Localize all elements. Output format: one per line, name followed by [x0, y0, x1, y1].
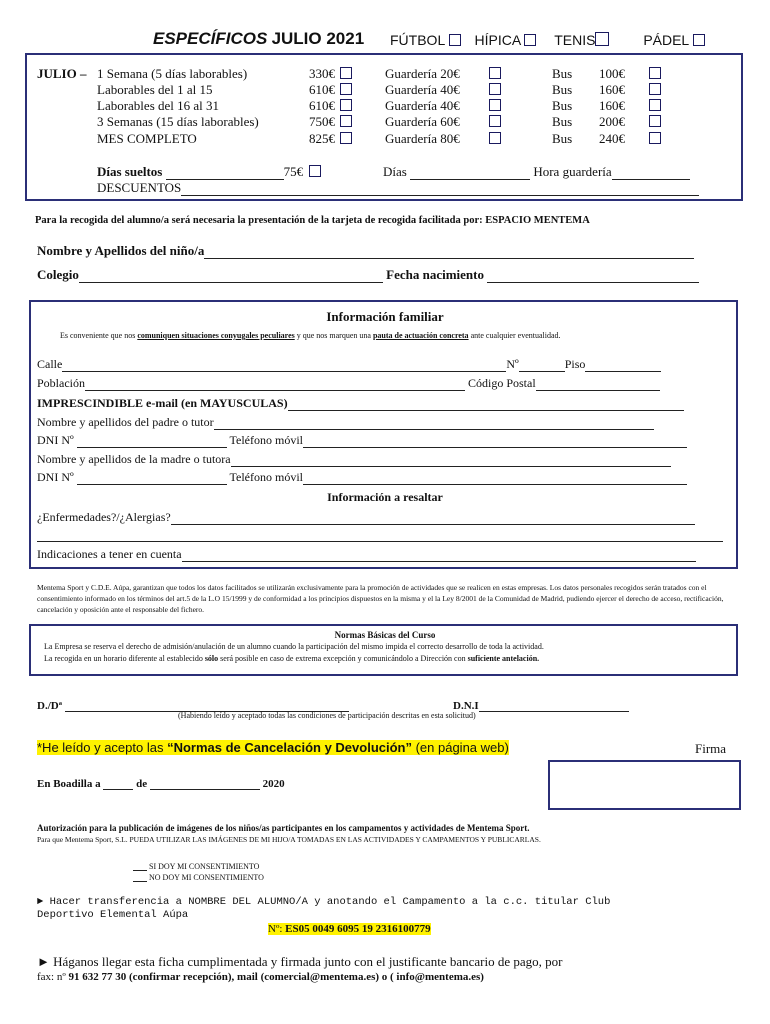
- madre-dni-input[interactable]: [77, 473, 227, 485]
- pricing-row-checkbox[interactable]: [340, 114, 352, 130]
- padre-row: [37, 415, 654, 430]
- calle-input[interactable]: [62, 360, 506, 372]
- send-line-1: ► Háganos llegar esta ficha cumplimentada y firmada junto con el justificante bancario de pago, por: [37, 954, 563, 969]
- guarderia-checkbox[interactable]: [489, 131, 501, 147]
- hora-guarderia-label: Hora guardería: [533, 164, 612, 179]
- indicaciones-input[interactable]: [182, 550, 696, 562]
- read-accept: [37, 740, 509, 755]
- sport-tenis-label: TENIS: [554, 32, 596, 48]
- padre-movil-input[interactable]: [303, 436, 687, 448]
- padre-movil-label: Teléfono móvil: [229, 433, 303, 447]
- rules-line2-bold-2: suficiente antelación.: [467, 654, 540, 663]
- de-label: de: [136, 778, 148, 790]
- bus-checkbox[interactable]: [649, 114, 661, 130]
- family-note: [60, 331, 561, 340]
- madre-input[interactable]: [231, 455, 671, 467]
- padre-dni-row: [37, 433, 687, 448]
- rules-line2-bold-1: sólo: [204, 654, 219, 663]
- dias-row: [383, 164, 690, 180]
- account-label: Nº:: [268, 923, 286, 935]
- place-date-row: [37, 778, 285, 790]
- padre-dni-input[interactable]: [77, 436, 227, 448]
- school-label: Colegio: [37, 267, 79, 282]
- dias-sueltos-checkbox[interactable]: [309, 165, 321, 177]
- cp-input[interactable]: [536, 379, 660, 391]
- descuentos-input[interactable]: [181, 184, 699, 196]
- email-input[interactable]: [288, 399, 684, 411]
- read-accept-bold: “Normas de Cancelación y Devolución”: [167, 740, 412, 755]
- guarderia-label: Guardería 40€: [385, 82, 460, 97]
- transfer-line-1: ► Hacer transferencia a NOMBRE DEL ALUMNO/A y anotando el Campamento a la c.c. titular Club: [37, 896, 611, 908]
- guarderia-label: Guardería 80€: [385, 131, 460, 146]
- bus-checkbox[interactable]: [649, 131, 661, 147]
- rules-line2-text: La recogida en un horario diferente al establecido: [44, 654, 205, 663]
- sport-hipica-checkbox[interactable]: [524, 34, 536, 46]
- signature-box[interactable]: [548, 760, 741, 810]
- sport-padel-checkbox[interactable]: [693, 34, 705, 46]
- month-label: JULIO –: [37, 66, 87, 81]
- guarderia-label: Guardería 20€: [385, 66, 460, 81]
- poblacion-input[interactable]: [85, 379, 465, 391]
- fax-label: fax: nº: [37, 971, 69, 983]
- title-italic: ESPECÍFICOS: [153, 29, 268, 48]
- padre-input[interactable]: [214, 418, 654, 430]
- numero-label: Nº: [506, 357, 519, 371]
- indicaciones-label: Indicaciones a tener en cuenta: [37, 547, 182, 561]
- page-title: [153, 29, 364, 49]
- cp-label: Código Postal: [468, 376, 536, 390]
- consent-yes-row: [133, 862, 259, 871]
- consent-no-row: [133, 873, 264, 882]
- dias-input[interactable]: [410, 168, 530, 180]
- bus-label: Bus: [552, 114, 573, 129]
- bus-checkbox[interactable]: [649, 66, 661, 82]
- consent-no-label: NO DOY MI CONSENTIMIENTO: [149, 873, 264, 882]
- rules-line2-text-2: será posible en caso de extrema excepción y comunicándolo a Dirección con: [218, 654, 468, 663]
- day-input[interactable]: [103, 778, 133, 790]
- consent-yes-input[interactable]: [133, 862, 147, 871]
- family-title: Información familiar: [326, 309, 444, 324]
- sport-options: [390, 32, 705, 48]
- guarderia-checkbox[interactable]: [489, 82, 501, 98]
- bus-price: 160€: [599, 82, 625, 97]
- bus-label: Bus: [552, 131, 573, 146]
- read-accept-text: *He leído y acepto las: [37, 740, 168, 755]
- sport-hipica-label: HÍPICA: [474, 32, 521, 48]
- email-label: IMPRESCINDIBLE e-mail (en MAYUSCULAS): [37, 396, 288, 410]
- enfermedades-input[interactable]: [171, 513, 695, 525]
- sport-futbol-checkbox[interactable]: [449, 34, 461, 46]
- month-input[interactable]: [150, 778, 260, 790]
- bus-checkbox[interactable]: [649, 98, 661, 114]
- child-name-label: Nombre y Apellidos del niño/a: [37, 243, 205, 258]
- place-label: En Boadilla a: [37, 778, 101, 790]
- pricing-row-price: 610€: [309, 98, 335, 113]
- madre-movil-input[interactable]: [303, 473, 687, 485]
- piso-input[interactable]: [585, 360, 661, 372]
- madre-movil-label: Teléfono móvil: [229, 470, 303, 484]
- pricing-row-label: Laborables del 16 al 31: [97, 98, 220, 113]
- pricing-row-label: 3 Semanas (15 días laborables): [97, 114, 259, 129]
- guarderia-checkbox[interactable]: [489, 98, 501, 114]
- fax-contact: 91 632 77 30 (confirmar recepción), mail (comercial@mentema.es) o ( info@mentema.es): [68, 971, 484, 983]
- account-number: ES05 0049 6095 19 2316100779: [285, 923, 431, 935]
- descuentos-label: DESCUENTOS: [97, 180, 182, 195]
- sport-padel-label: PÁDEL: [643, 32, 689, 48]
- year-label: 2020: [262, 778, 285, 790]
- pricing-row-checkbox[interactable]: [340, 82, 352, 98]
- account-row: [268, 923, 431, 935]
- enfermedades-row: [37, 510, 695, 525]
- school-input[interactable]: [79, 271, 383, 283]
- pickup-notice: Para la recogida del alumno/a será necesaria la presentación de la tarjeta de recogida facilitada por: ESPACIO MENTEMA: [35, 215, 590, 226]
- child-name-row: [37, 243, 694, 259]
- bus-checkbox[interactable]: [649, 82, 661, 98]
- bus-price: 240€: [599, 131, 625, 146]
- dias-sueltos-input[interactable]: [166, 168, 284, 180]
- birth-label: Fecha nacimiento: [386, 267, 484, 282]
- indicaciones-row: [37, 547, 696, 562]
- dd-label: D./Dª: [37, 700, 62, 712]
- numero-input[interactable]: [519, 360, 565, 372]
- guarderia-checkbox[interactable]: [489, 66, 501, 82]
- dni-label: D.N.I: [453, 700, 479, 712]
- privacy-text: Mentema Sport y C.D.E. Aúpa, garantizan que todos los datos facilitados se utilizarán exclusivamente para la promoción de actividades que se realicen en estas empresas. Los datos personales recogidos serán tratados con el consentimiento informado en los términos del art.5 de la L.O 15/1999 y de conformidad a los principios dispuestos en la misma y el la Ley 8/2001 de la Comunidad de Madrid, pudiendo ejercer el derecho de acceso, rectificación, cancelación y oposición ante el responsable del fichero.: [37, 583, 724, 614]
- title-rest: JULIO 2021: [271, 29, 365, 48]
- sport-futbol-label: FÚTBOL: [390, 32, 445, 48]
- child-name-input[interactable]: [204, 247, 694, 259]
- family-note-underlined-1: comuniquen situaciones conyugales peculiares: [137, 331, 295, 340]
- guarderia-label: Guardería 40€: [385, 98, 460, 113]
- bus-label: Bus: [552, 98, 573, 113]
- dias-sueltos-price: 75€: [283, 164, 304, 179]
- pricing-row-checkbox[interactable]: [340, 66, 352, 82]
- sport-tenis-checkbox[interactable]: [595, 32, 609, 46]
- guarderia-checkbox[interactable]: [489, 114, 501, 130]
- madre-label: Nombre y apellidos de la madre o tutora: [37, 452, 231, 466]
- pricing-row-label: 1 Semana (5 días laborables): [97, 66, 248, 81]
- calle-label: Calle: [37, 357, 63, 371]
- highlight-title: Información a resaltar: [327, 490, 443, 504]
- email-row: [37, 396, 684, 411]
- padre-dni-label: DNI Nº: [37, 433, 74, 447]
- transfer-line-2: Deportivo Elemental Aúpa: [37, 909, 189, 921]
- dni-row: [453, 700, 629, 712]
- pricing-row-price: 610€: [309, 82, 335, 97]
- dias-sueltos-row: [97, 164, 321, 180]
- madre-dni-row: [37, 470, 687, 485]
- firma-label: Firma: [695, 741, 727, 756]
- pricing-row-checkbox[interactable]: [340, 98, 352, 114]
- family-note-text: Es conveniente que nos: [60, 331, 138, 340]
- descuentos-row: [97, 180, 699, 196]
- fax-row: [37, 971, 484, 983]
- birth-input[interactable]: [487, 271, 699, 283]
- hora-guarderia-input[interactable]: [612, 168, 690, 180]
- pricing-row-checkbox[interactable]: [340, 131, 352, 147]
- bus-label: Bus: [552, 66, 573, 81]
- accepted-note: (Habiendo leído y aceptado todas las condiciones de participación descritas en esta solicitud): [178, 711, 476, 720]
- padre-label: Nombre y apellidos del padre o tutor: [37, 415, 214, 429]
- images-sub: Para que Mentema Sport, S.L. PUEDA UTILIZAR LAS IMÁGENES DE MI HIJO/A TOMADAS EN LAS ACTIVIDADES Y CAMPAMENTOS Y PUBLICARLAS.: [37, 835, 541, 844]
- bus-label: Bus: [552, 82, 573, 97]
- guarderia-label: Guardería 60€: [385, 114, 460, 129]
- poblacion-row: [37, 376, 660, 391]
- calle-row: [37, 357, 661, 372]
- rules-title: Normas Básicas del Curso: [334, 630, 436, 640]
- pricing-row-price: 750€: [309, 114, 335, 129]
- family-note-underlined-2: pauta de actuación concreta: [372, 331, 469, 340]
- school-row: [37, 267, 699, 283]
- poblacion-label: Población: [37, 376, 85, 390]
- pricing-row-label: Laborables del 1 al 15: [97, 82, 213, 97]
- consent-no-input[interactable]: [133, 873, 147, 882]
- dias-sueltos-label: Días sueltos: [97, 164, 163, 179]
- madre-dni-label: DNI Nº: [37, 470, 74, 484]
- enfermedades-extra-line[interactable]: [37, 541, 723, 542]
- pricing-row-price: 825€: [309, 131, 335, 146]
- madre-row: [37, 452, 671, 467]
- piso-label: Piso: [564, 357, 586, 371]
- pricing-row-label: MES COMPLETO: [97, 131, 197, 146]
- pricing-row-price: 330€: [309, 66, 335, 81]
- dias-label: Días: [383, 164, 407, 179]
- bus-price: 200€: [599, 114, 625, 129]
- images-title: Autorización para la publicación de imágenes de los niños/as participantes en los campamentos y actividades de Mentema Sport.: [37, 823, 530, 833]
- family-note-text-2: y que nos marquen una: [294, 331, 373, 340]
- bus-price: 160€: [599, 98, 625, 113]
- enfermedades-label: ¿Enfermedades?/¿Alergias?: [37, 510, 171, 524]
- family-note-text-3: ante cualquier eventualidad.: [468, 331, 561, 340]
- rules-line-1: La Empresa se reserva el derecho de admisión/anulación de un alumno cuando la participación del mismo impida el correcto desarrollo de toda la actividad.: [44, 642, 544, 651]
- read-accept-text-2: (en página web): [411, 740, 509, 755]
- bus-price: 100€: [599, 66, 625, 81]
- dni-input[interactable]: [479, 700, 629, 712]
- consent-yes-label: SI DOY MI CONSENTIMIENTO: [149, 862, 260, 871]
- rules-line-2: [44, 654, 539, 663]
